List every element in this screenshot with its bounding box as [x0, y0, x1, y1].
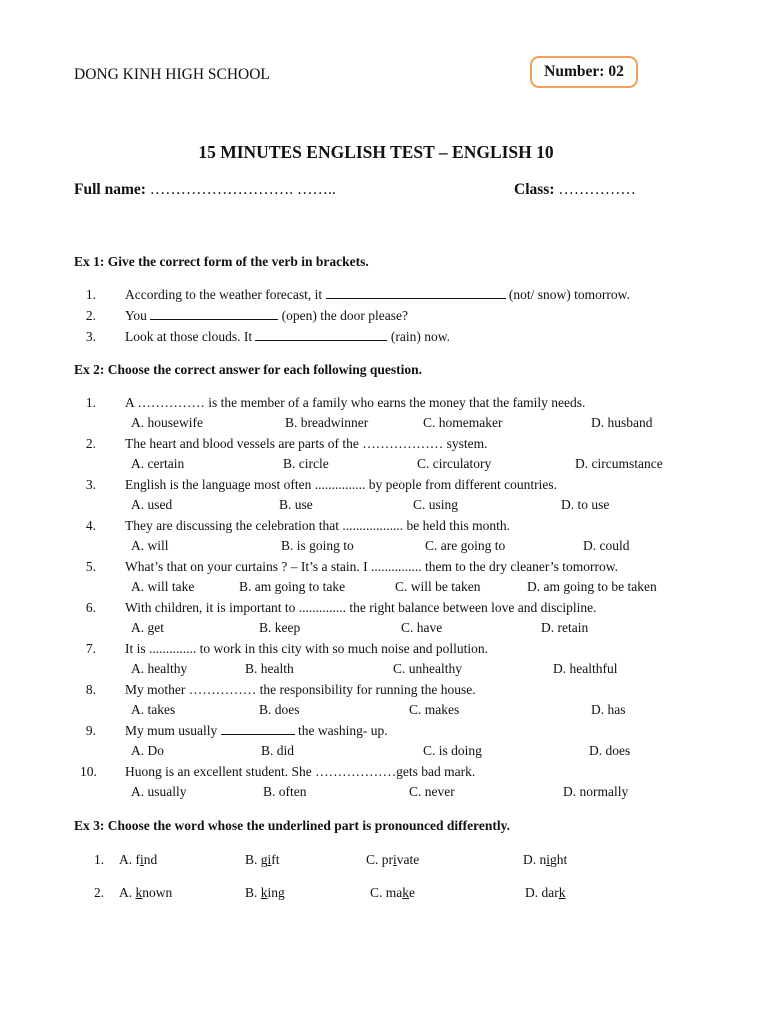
answer-option[interactable]: A. will take: [131, 579, 195, 594]
answer-blank: [221, 723, 295, 735]
question-number: 6.: [85, 600, 96, 615]
class-dots: ……………: [554, 181, 636, 198]
ex1-heading: Ex 1: Give the correct form of the verb in brackets.: [74, 254, 369, 269]
answer-blank: [326, 287, 506, 299]
answer-blank: [255, 329, 387, 341]
answer-option[interactable]: A. find: [119, 852, 158, 867]
underlined-letter: i: [546, 852, 551, 867]
question-number: 10.: [80, 764, 97, 779]
question-number: 8.: [85, 682, 96, 697]
class-label: Class:: [514, 181, 555, 198]
answer-option[interactable]: A. certain: [131, 456, 185, 471]
question-number: 7.: [85, 641, 96, 656]
answer-option[interactable]: A. housewife: [131, 415, 203, 430]
answer-option[interactable]: B. keep: [259, 620, 301, 635]
answer-option[interactable]: C. will be taken: [395, 579, 481, 594]
answer-option[interactable]: B. does: [259, 702, 300, 717]
question-number: 1.: [85, 395, 96, 410]
item-number: 2.: [85, 308, 96, 323]
answer-option[interactable]: A. used: [131, 497, 173, 512]
answer-option[interactable]: A. usually: [131, 784, 187, 799]
answer-option[interactable]: D. healthful: [553, 661, 618, 676]
answer-option[interactable]: B. am going to take: [239, 579, 346, 594]
answer-option[interactable]: C. are going to: [425, 538, 506, 553]
answer-option[interactable]: D. has: [591, 702, 626, 717]
question-number: 4.: [85, 518, 96, 533]
answer-option[interactable]: C. private: [366, 852, 420, 867]
question-text: With children, it is important to .............. the right balance between love and discipline.: [125, 600, 597, 615]
answer-option[interactable]: D. dark: [525, 885, 566, 900]
underlined-letter: k: [135, 885, 143, 900]
item-text: Look at those clouds. It (rain) now.: [125, 329, 450, 344]
answer-option[interactable]: C. have: [401, 620, 443, 635]
answer-blank: [150, 308, 278, 320]
answer-option[interactable]: A. healthy: [131, 661, 188, 676]
class-field: [514, 181, 636, 199]
question-text: Huong is an excellent student. She ………………gets bad mark.: [125, 764, 476, 779]
underlined-letter: i: [393, 852, 397, 867]
answer-option[interactable]: B. king: [245, 885, 285, 900]
answer-option[interactable]: A. will: [131, 538, 169, 553]
underlined-letter: k: [402, 885, 409, 900]
answer-option[interactable]: D. to use: [561, 497, 610, 512]
full-name-dots: ………………………. ……..: [145, 181, 336, 198]
question-text: They are discussing the celebration that .................. be held this month.: [125, 518, 511, 533]
question-text: What’s that on your curtains ? – It’s a stain. I ............... them to the dry cleaner’s tomorrow.: [125, 559, 619, 574]
answer-option[interactable]: A. get: [131, 620, 164, 635]
question-number: 9.: [85, 723, 96, 738]
underlined-letter: k: [558, 885, 566, 900]
full-name-field: [74, 181, 336, 199]
underlined-letter: i: [140, 852, 144, 867]
answer-option[interactable]: B. health: [245, 661, 294, 676]
answer-option[interactable]: D. could: [583, 538, 630, 553]
item-text: According to the weather forecast, it (not/ snow) tomorrow.: [125, 287, 630, 302]
underlined-letter: k: [260, 885, 268, 900]
question-number: 2.: [94, 885, 105, 900]
answer-option[interactable]: C. make: [370, 885, 415, 900]
answer-option[interactable]: B. often: [263, 784, 307, 799]
answer-option[interactable]: C. circulatory: [417, 456, 492, 471]
answer-option[interactable]: D. retain: [541, 620, 589, 635]
answer-option[interactable]: D. does: [589, 743, 631, 758]
question-number: 1.: [94, 852, 105, 867]
answer-option[interactable]: B. breadwinner: [285, 415, 369, 430]
question-number: 5.: [85, 559, 96, 574]
question-text: A …………… is the member of a family who earns the money that the family needs.: [125, 395, 586, 410]
answer-option[interactable]: D. husband: [591, 415, 653, 430]
ex3-heading: Ex 3: Choose the word whose the underlined part is pronounced differently.: [74, 818, 511, 833]
answer-option[interactable]: C. using: [413, 497, 459, 512]
answer-option[interactable]: B. did: [261, 743, 295, 758]
answer-option[interactable]: C. is doing: [423, 743, 482, 758]
answer-option[interactable]: A. known: [119, 885, 173, 900]
full-name-label: Full name:: [74, 181, 146, 198]
item-number: 1.: [85, 287, 96, 302]
answer-option[interactable]: D. am going to be taken: [527, 579, 657, 594]
answer-option[interactable]: A. takes: [131, 702, 176, 717]
question-text: My mother …………… the responsibility for running the house.: [125, 682, 476, 697]
question-text: It is .............. to work in this city with so much noise and pollution.: [125, 641, 488, 656]
question-text: The heart and blood vessels are parts of the ……………… system.: [125, 436, 488, 451]
answer-option[interactable]: C. unhealthy: [393, 661, 462, 676]
answer-option[interactable]: D. circumstance: [575, 456, 663, 471]
answer-option[interactable]: B. circle: [283, 456, 329, 471]
answer-option[interactable]: C. homemaker: [423, 415, 503, 430]
test-number-box: Number: 02: [530, 56, 638, 88]
answer-option[interactable]: B. gift: [245, 852, 280, 867]
school-name: DONG KINH HIGH SCHOOL: [74, 66, 270, 83]
question-number: 3.: [85, 477, 96, 492]
question-text: English is the language most often ............... by people from different countries.: [125, 477, 558, 492]
answer-option[interactable]: C. makes: [409, 702, 460, 717]
answer-option[interactable]: D. night: [523, 852, 568, 867]
test-title: 15 MINUTES ENGLISH TEST – ENGLISH 10: [198, 142, 554, 162]
answer-option[interactable]: A. Do: [131, 743, 164, 758]
answer-option[interactable]: D. normally: [563, 784, 629, 799]
question-number: 2.: [85, 436, 96, 451]
question-text: My mum usually the washing- up.: [125, 723, 388, 738]
item-text: You (open) the door please?: [125, 308, 408, 323]
answer-option[interactable]: B. use: [279, 497, 313, 512]
answer-option[interactable]: C. never: [409, 784, 455, 799]
underlined-letter: i: [267, 852, 272, 867]
item-number: 3.: [85, 329, 96, 344]
ex2-heading: Ex 2: Choose the correct answer for each following question.: [74, 362, 422, 377]
answer-option[interactable]: B. is going to: [281, 538, 354, 553]
